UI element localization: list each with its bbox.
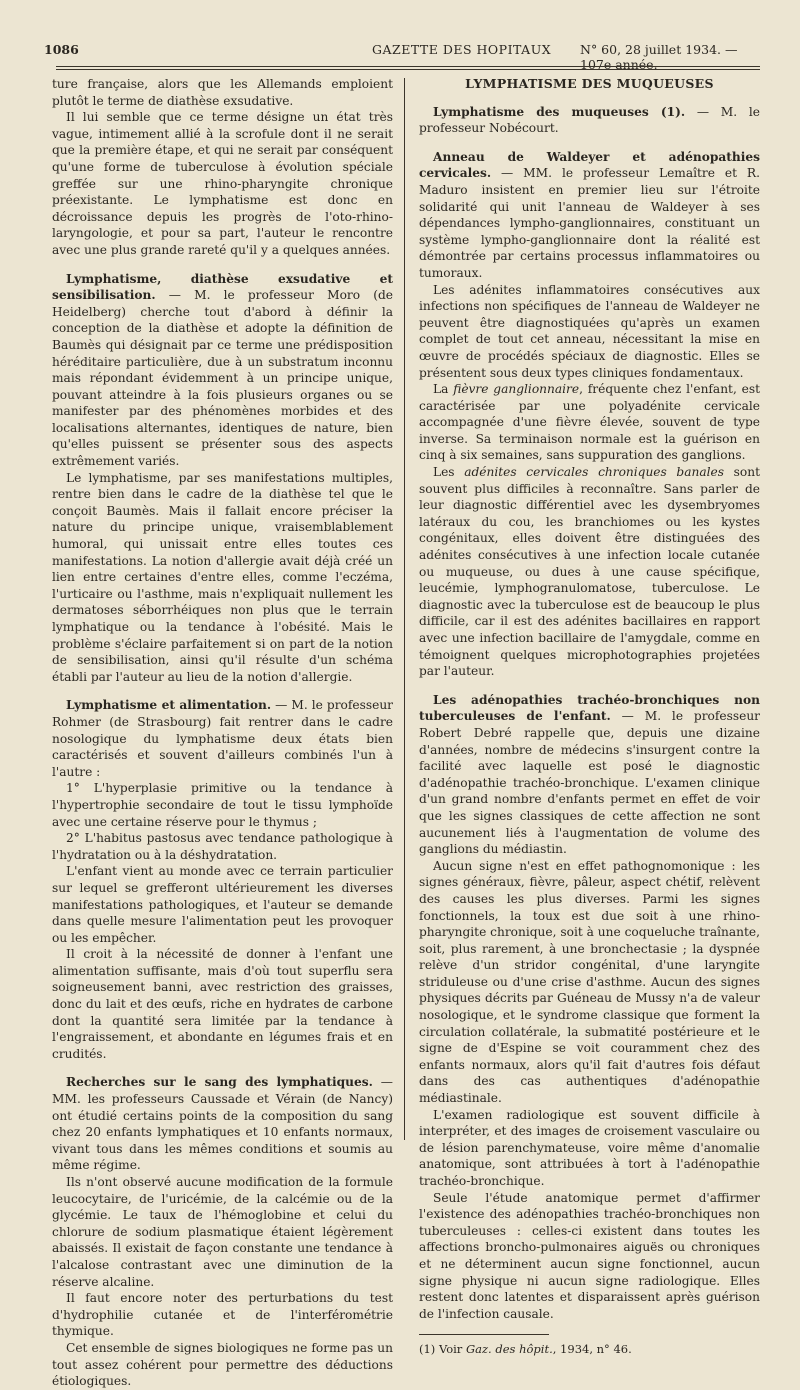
paragraph: L'enfant vient au monde avec ce terrain particulier sur lequel se grefferont ultérieurement les diverses manifestations pathologiques, et l'auteur se demande dans quelle mesure l'alimentation peut les provoquer ou les empêcher. (52, 864, 393, 945)
column-divider (404, 78, 405, 1140)
section-heading: Les adénopathies trachéo-bronchiques non tuberculeuses de l'enfant. (419, 692, 760, 724)
section-text: — M. le professeur Nobécourt. (419, 104, 760, 136)
paragraph: 1° L'hyperplasie primitive ou la tendance à l'hypertrophie secondaire de tout le tissu lymphoïde avec une certaine réserve pour le thymus ; (52, 781, 393, 829)
journal-title: GAZETTE DES HOPITAUX (372, 42, 552, 57)
emphasis: adénites cervicales chroniques banales (464, 465, 724, 480)
section-heading: Recherches sur le sang des lymphatiques. (66, 1075, 373, 1090)
section-text: — M. le professeur Moro (de Heidelberg) cherche tout d'abord à définir la conception de la diathèse et adopte la définition de Baumès qui désignait par ce terme une prédisposition héréditaire particulière, due à un substratum inconnu mais répondant évidemment à un principe unique, pouvant atteindre à la fois plusieurs organes ou se manifester par des phénomènes morbides et des localisations alternantes, identiques de nature, bien qu'elles puissent se présenter sous des aspects extrêmement variés. (52, 288, 393, 469)
section-alimentation (52, 697, 393, 780)
section-heading: Lymphatisme, diathèse exsudative et sensibilisation. (52, 271, 393, 303)
issue-info: N° 60, 28 juillet 1934. — 107e année. (580, 42, 738, 72)
paragraph: Il lui semble que ce terme désigne un état très vague, intimement allié à la scrofule dont il ne serait que la première étape, et qui ne serait par conséquent qu'une forme de tuberculose à évolution spéciale greffée sur une rhino-pharyngite chronique préexistante. Le lymphatisme est donc en décroissance depuis les progrès de l'oto-rhino-laryngologie, et pour sa part, l'auteur le rencontre avec une plus grande rareté qu'il y a quelques années. (52, 110, 393, 257)
left-column (52, 76, 393, 1390)
paragraph: Le lymphatisme, par ses manifestations multiples, rentre bien dans le cadre de la diathèse tel que le conçoit Baumès. Mais il fallait encore préciser la nature du principe unique, vraisemblablement humoral, qui unissait entre elles toutes ces manifestations. La notion d'allergie avait déjà créé un lien entre certaines d'entre elles, comme l'eczéma, l'urticaire ou l'asthme, mais n'expliquait nullement les dermatoses séborrhéiques non plus que le terrain lymphatique ou la tendance à l'obésité. Mais le problème s'éclaire parfaitement si on part de la notion de sensibilisation, ainsi qu'il résulte d'un schéma établi par l'auteur au lieu de la notion d'allergie. (52, 470, 393, 684)
header-rule-double (56, 69, 760, 70)
section-sang (52, 1074, 393, 1174)
section-text: — M. le professeur Rohmer (de Strasbourg) fait rentrer dans le cadre nosologique du lymphatisme deux états bien caractérisés et souvent d'ailleurs combinés l'un à l'autre : (52, 698, 394, 779)
paragraph: Cet ensemble de signes biologiques ne forme pas un tout assez cohérent pour permettre des déductions étiologiques. (52, 1340, 393, 1389)
paragraph: Il croit à la nécessité de donner à l'enfant une alimentation suffisante, mais d'où tout superflu sera soigneusement banni, avec restriction des graisses, donc du lait et des œufs, riche en hydrates de carbone dont la quantité sera limitée par la tendance à l'engraissement, et abondante en légumes frais et en crudités. (52, 947, 393, 1061)
section-heading: Anneau de Waldeyer et adénopathies cervicales. (419, 149, 760, 181)
text-run: La (433, 382, 454, 397)
section-text: — MM. le professeur Lemaître et R. Maduro insistent en premier lieu sur l'étroite solidarité qui unit l'anneau de Waldeyer à ses dépendances lympho-ganglionnaires, constituant un système lympho-ganglionnaire dont la réalité est démontrée par certains processus inflammatoires ou tumoraux. (419, 166, 760, 280)
section-diathese (52, 271, 393, 470)
text-run: Les (433, 465, 465, 480)
paragraph: Aucun signe n'est en effet pathognomonique : les signes généraux, fièvre, pâleur, aspect chétif, relèvent des causes les plus diverses. Parmi les signes fonctionnels, la toux est due soit à une rhino-pharyngite chronique, soit à une coqueluche traînante, soit, plus rarement, à une bronchectasie ; la dyspnée relève d'un stridor congénital, d'une laryngite striduleuse ou d'une crise d'asthme. Aucun des signes physiques décrits par Guéneau de Mussy n'a de valeur nosologique, et le syndrome classique que forment la circulation collatérale, la submatité postérieure et le signe de d'Espine se voit couramment chez des enfants normaux, alors qu'il fait d'autres fois défaut dans des cas authentiques d'adénopathie médiastinale. (419, 858, 760, 1106)
section-tracheo-bronchiques (419, 692, 760, 858)
section-waldeyer (419, 149, 760, 282)
section-text: — M. le professeur Robert Debré rappelle que, depuis une dizaine d'années, nombre de médecins s'insurgent contre la facilité avec laquelle est posé le diagnostic d'adénopathie trachéo-bronchique. L'examen clinique d'un grand nombre d'enfants permet en effet de voir que les signes classiques de cette affection ne sont aucunement liés à l'augmentation de volume des ganglions du médiastin. (419, 709, 760, 857)
paragraph (419, 381, 760, 464)
emphasis: Gaz. des hôpit. (465, 1342, 553, 1357)
running-header (44, 38, 764, 72)
paragraph: Les adénites inflammatoires consécutives aux infections non spécifiques de l'anneau de Waldeyer ne peuvent être diagnostiquées qu'après un examen complet de tout cet anneau, nécessitant la mise en œuvre de procédés spéciaux de diagnostic. Elles se présentent sous deux types cliniques fondamentaux. (419, 282, 760, 380)
text-run: (1) Voir (419, 1342, 466, 1357)
section-heading: Lymphatisme et alimentation. (66, 698, 272, 713)
text-run: , fréquente chez l'enfant, est caractérisée par une polyadénite cervicale accompagnée d'une fièvre élevée, souvent de type inverse. Sa terminaison normale est la guérison en cinq à six semaines, sans suppuration des ganglions. (419, 382, 761, 463)
text-run: , 1934, n° 46. (552, 1342, 632, 1357)
emphasis: fièvre ganglionnaire (453, 382, 580, 397)
section-muqueuses (419, 104, 760, 137)
page-number: 1086 (44, 42, 79, 57)
column-title: LYMPHATISME DES MUQUEUSES (465, 76, 714, 91)
footnote (419, 1341, 760, 1358)
footnote-rule (419, 1334, 549, 1335)
section-text: — MM. les professeurs Caussade et Vérain (de Nancy) ont étudié certains points de la composition du sang chez 20 enfants lymphatiques et 10 enfants normaux, vivant tous dans les mêmes conditions et soumis au même régime. (52, 1075, 393, 1173)
paragraph: 2° L'habitus pastosus avec tendance pathologique à l'hydratation ou à la déshydratation. (52, 831, 393, 862)
paragraph: Il faut encore noter des perturbations du test d'hydrophilie cutanée et de l'interférométrie thymique. (52, 1291, 393, 1339)
paragraph: ture française, alors que les Allemands emploient plutôt le terme de diathèse exsudative. (52, 77, 393, 108)
paragraph: L'examen radiologique est souvent difficile à interpréter, et des images de croisement vasculaire ou de lésion parenchymateuse, voire même d'anomalie anatomique, sont attribuées à tort à l'adénopathie trachéo-bronchique. (419, 1107, 760, 1188)
text-run: sont souvent plus difficiles à reconnaître. Sans parler de leur diagnostic différentiel avec les dysembryomes latéraux du cou, les branchiomes ou les kystes congénitaux, elles doivent être distinguées des adénites consécutives à une infection locale cutanée ou muqueuse, ou dues à une cause spécifique, leucémie, lymphogranulomatose, tuberculose. Le diagnostic avec la tuberculose est de beaucoup le plus difficile, car il est des adénites bacillaires en rapport avec une infection bacillaire de l'amygdale, comme en témoignent quelques microphotographies projetées par l'auteur. (419, 465, 761, 679)
header-rule (56, 66, 760, 67)
paragraph: Seule l'étude anatomique permet d'affirmer l'existence des adénopathies trachéo-bronchiques non tuberculeuses : celles-ci existent dans toutes les affections broncho-pulmonaires aiguës ou chroniques et ne déterminent aucun signe fonctionnel, aucun signe physique ni aucun signe radiologique. Elles restent donc latentes et disparaissent après guérison de l'infection causale. (419, 1190, 760, 1321)
paragraph: Ils n'ont observé aucune modification de la formule leucocytaire, de l'uricémie, de la calcémie ou de la glycémie. Le taux de l'hémoglobine et celui du chlorure de sodium plasmatique étaient légèrement abaissés. Il existait de façon constante une tendance à l'alcalose contrastant avec une diminution de la réserve alcaline. (52, 1175, 393, 1289)
right-column (419, 76, 760, 1358)
section-heading: Lymphatisme des muqueuses (1). (433, 104, 686, 119)
paragraph (419, 464, 760, 680)
